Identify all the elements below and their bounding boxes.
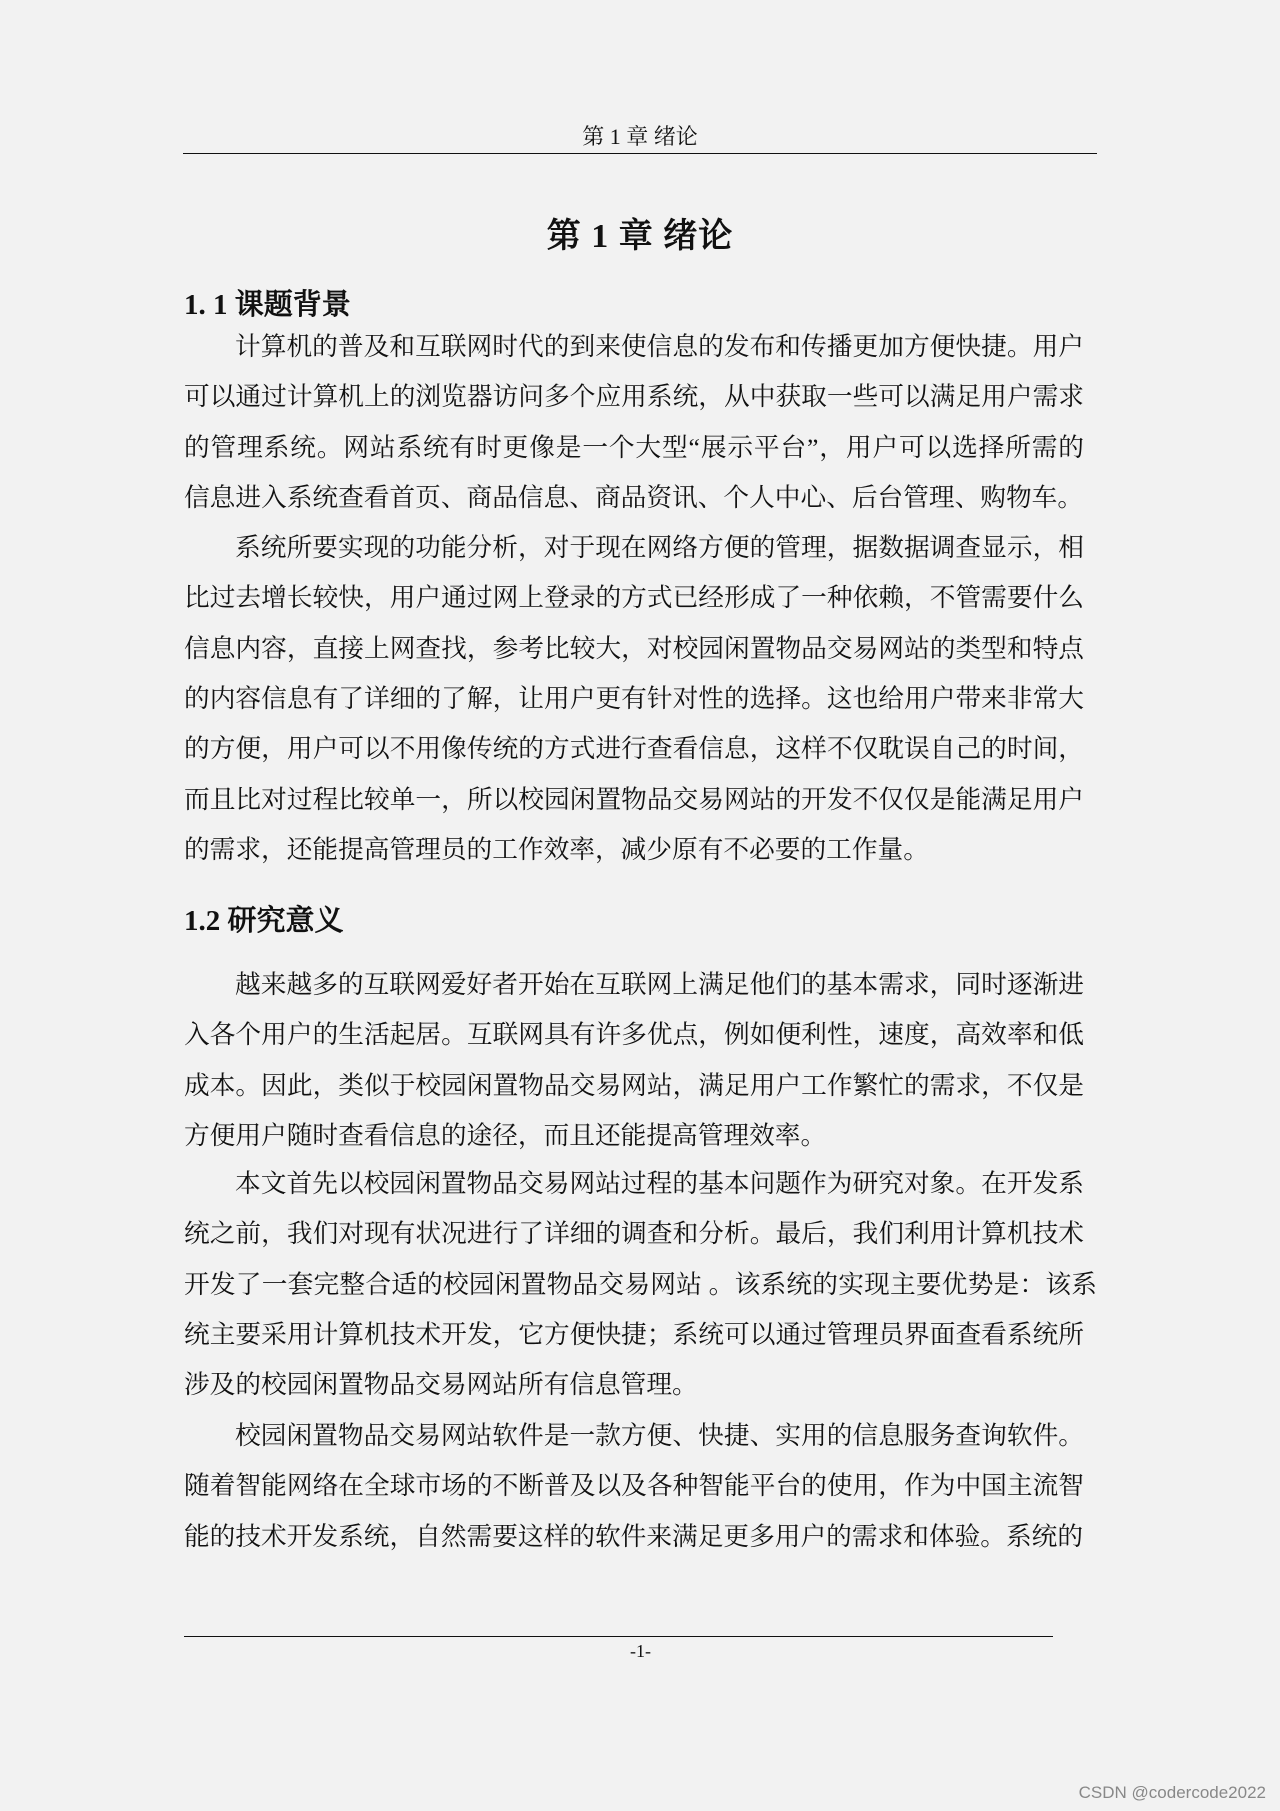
paragraph-line: 入各个用户的生活起居。互联网具有许多优点，例如便利性，速度，高效率和低 (184, 1020, 1084, 1050)
header-rule (183, 153, 1097, 154)
paragraph-line: 系统所要实现的功能分析，对于现在网络方便的管理，据数据调查显示，相 (235, 533, 1084, 562)
paragraph-line: 本文首先以校园闲置物品交易网站过程的基本问题作为研究对象。在开发系 (235, 1169, 1084, 1198)
paragraph-line: 的需求，还能提高管理员的工作效率，减少原有不必要的工作量。 (184, 834, 929, 864)
paragraph-line: 能的技术开发系统，自然需要这样的软件来满足更多用户的需求和体验。系统的 (184, 1521, 1084, 1551)
paragraph-line: 比过去增长较快，用户通过网上登录的方式已经形成了一种依赖，不管需要什么 (184, 583, 1084, 613)
section-heading-1-2: 1.2 研究意义 (184, 905, 344, 937)
paragraph-line: 的内容信息有了详细的了解，让用户更有针对性的选择。这也给用户带来非常大 (184, 683, 1084, 713)
paragraph-line: 计算机的普及和互联网时代的到来使信息的发布和传播更加方便快捷。用户 (235, 332, 1084, 361)
paragraph-line: 涉及的校园闲置物品交易网站所有信息管理。 (184, 1370, 698, 1400)
section-heading-1-1: 1. 1 课题背景 (184, 289, 351, 321)
paragraph-line: 越来越多的互联网爱好者开始在互联网上满足他们的基本需求，同时逐渐进 (235, 970, 1084, 999)
chapter-title: 第 1 章 绪论 (546, 218, 734, 255)
paragraph-line: 统之前，我们对现有状况进行了详细的调查和分析。最后，我们利用计算机技术 (184, 1219, 1084, 1249)
paragraph-line: 成本。因此，类似于校园闲置物品交易网站，满足用户工作繁忙的需求，不仅是 (184, 1070, 1084, 1100)
paragraph-line: 的方便，用户可以不用像传统的方式进行查看信息，这样不仅耽误自己的时间， (184, 734, 1084, 764)
footer-rule (184, 1636, 1053, 1637)
watermark: CSDN @codercode2022 (1078, 1783, 1266, 1802)
page-number: -1- (630, 1641, 651, 1661)
paragraph-line: 可以通过计算机上的浏览器访问多个应用系统，从中获取一些可以满足用户需求 (184, 382, 1084, 412)
paragraph-line: 随着智能网络在全球市场的不断普及以及各种智能平台的使用，作为中国主流智 (184, 1471, 1084, 1501)
paragraph-line: 信息进入系统查看首页、商品信息、商品资讯、个人中心、后台管理、购物车。 (184, 482, 1084, 512)
paragraph-line: 开发了一套完整合适的校园闲置物品交易网站 。该系统的实现主要优势是：该系 (184, 1269, 1097, 1299)
running-header: 第 1 章 绪论 (582, 124, 698, 149)
paragraph-line: 统主要采用计算机技术开发，它方便快捷；系统可以通过管理员界面查看系统所 (184, 1319, 1084, 1349)
paragraph-line: 信息内容，直接上网查找，参考比较大，对校园闲置物品交易网站的类型和特点 (184, 633, 1084, 663)
paragraph-line: 方便用户随时查看信息的途径，而且还能提高管理效率。 (184, 1120, 827, 1150)
paragraph-line: 校园闲置物品交易网站软件是一款方便、快捷、实用的信息服务查询软件。 (235, 1421, 1084, 1450)
paragraph-line: 而且比对过程比较单一，所以校园闲置物品交易网站的开发不仅仅是能满足用户 (184, 784, 1084, 814)
paragraph-line: 的管理系统。网站系统有时更像是一个大型“展示平台”，用户可以选择所需的 (184, 432, 1084, 462)
